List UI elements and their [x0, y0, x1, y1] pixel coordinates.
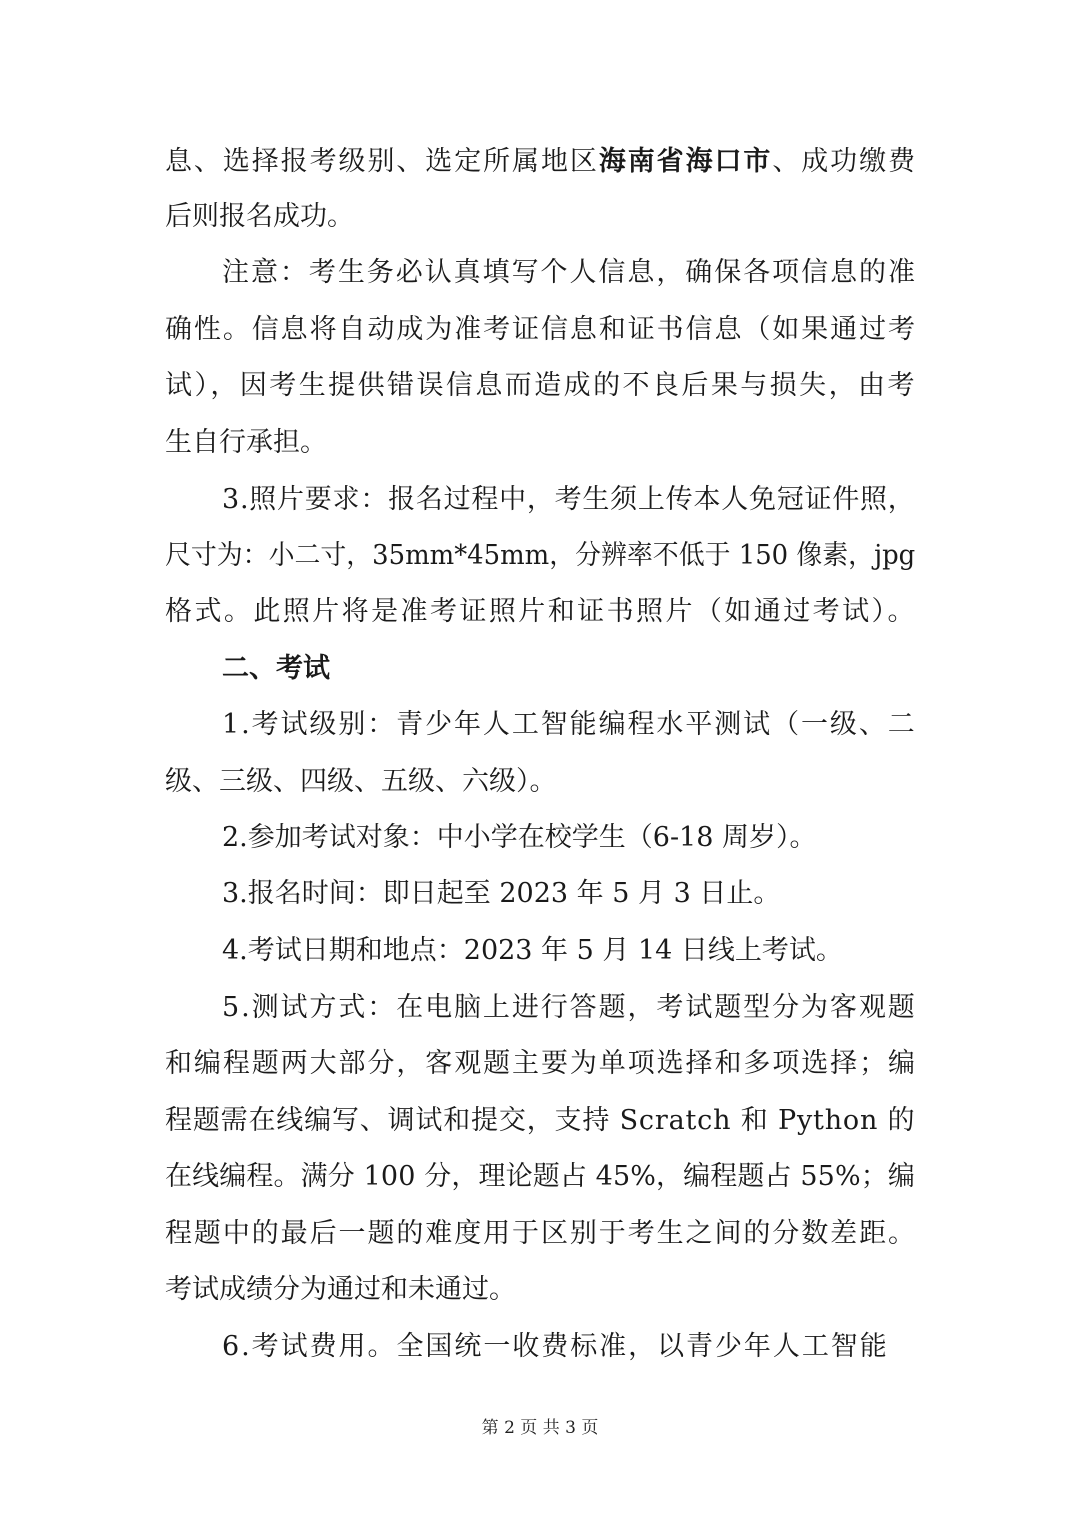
paragraph-line — [165, 1214, 915, 1254]
line-9: 格式。此照片将是准考证照片和证书照片（如通过考试）。 — [165, 596, 917, 627]
paragraph-line — [165, 197, 354, 237]
line-3: 注意：考生务必认真填写个人信息，确保各项信息的准 — [222, 257, 917, 288]
paragraph-line — [222, 818, 817, 858]
line-17: 和编程题两大部分，客观题主要为单项选择和多项选择；编 — [165, 1048, 917, 1079]
line-15: 4.考试日期和地点：2023 年 5 月 14 日线上考试。 — [222, 935, 843, 966]
line-2: 后则报名成功。 — [165, 201, 354, 232]
paragraph-line — [222, 480, 915, 520]
line-7: 3.照片要求：报名过程中，考生须上传本人免冠证件照， — [222, 484, 916, 515]
line-19: 在线编程。满分 100 分，理论题占 45%，编程题占 55%；编 — [165, 1161, 916, 1192]
paragraph-line — [222, 705, 915, 745]
region-highlight: 海南省海口市 — [598, 146, 773, 177]
line-16: 5.测试方式：在电脑上进行答题，考试题型分为客观题 — [222, 992, 917, 1023]
line-12: 级、三级、四级、五级、六级）。 — [165, 766, 557, 797]
line-4: 确性。信息将自动成为准考证信息和证书信息（如果通过考 — [165, 314, 917, 345]
paragraph-line — [165, 366, 915, 406]
line-18: 程题需在线编写、调试和提交，支持 Scratch 和 Python 的 — [165, 1105, 916, 1136]
page-footer: 第 2 页 共 3 页 — [481, 1418, 599, 1438]
paragraph-line — [222, 874, 780, 914]
paragraph-line — [222, 1327, 887, 1367]
paragraph-line — [165, 1101, 915, 1141]
paragraph-line — [165, 1044, 915, 1084]
paragraph-line — [165, 1157, 915, 1197]
line-5: 试），因考生提供错误信息而造成的不良后果与损失，由考 — [165, 370, 917, 401]
line-11: 1.考试级别：青少年人工智能编程水平测试（一级、二 — [222, 709, 917, 740]
line-14: 3.报名时间：即日起至 2023 年 5 月 3 日止。 — [222, 878, 781, 909]
line-6: 生自行承担。 — [165, 427, 327, 458]
paragraph-line — [165, 592, 915, 632]
line-1-part-a: 息、选择报考级别、选定所属地区 — [165, 146, 599, 177]
paragraph-line — [222, 988, 915, 1028]
heading-exam: 二、考试 — [222, 653, 330, 684]
paragraph-line — [165, 310, 915, 350]
line-1-part-c: 、成功缴费 — [772, 146, 917, 177]
section-heading — [222, 649, 330, 689]
line-8: 尺寸为：小二寸，35mm*45mm，分辨率不低于 150 像素，jpg — [165, 540, 916, 571]
line-22: 6.考试费用。全国统一收费标准，以青少年人工智能 — [222, 1331, 889, 1362]
paragraph-line — [222, 931, 843, 971]
paragraph-line — [165, 536, 915, 576]
line-20: 程题中的最后一题的难度用于区别于考生之间的分数差距。 — [165, 1218, 917, 1249]
paragraph-line — [222, 253, 915, 293]
paragraph-line — [165, 1270, 516, 1310]
line-21: 考试成绩分为通过和未通过。 — [165, 1274, 516, 1305]
line-1 — [165, 142, 917, 182]
paragraph-line — [165, 423, 327, 463]
line-13: 2.参加考试对象：中小学在校学生（6-18 周岁）。 — [222, 822, 817, 853]
paragraph-line — [165, 142, 915, 182]
paragraph-line — [165, 762, 557, 802]
